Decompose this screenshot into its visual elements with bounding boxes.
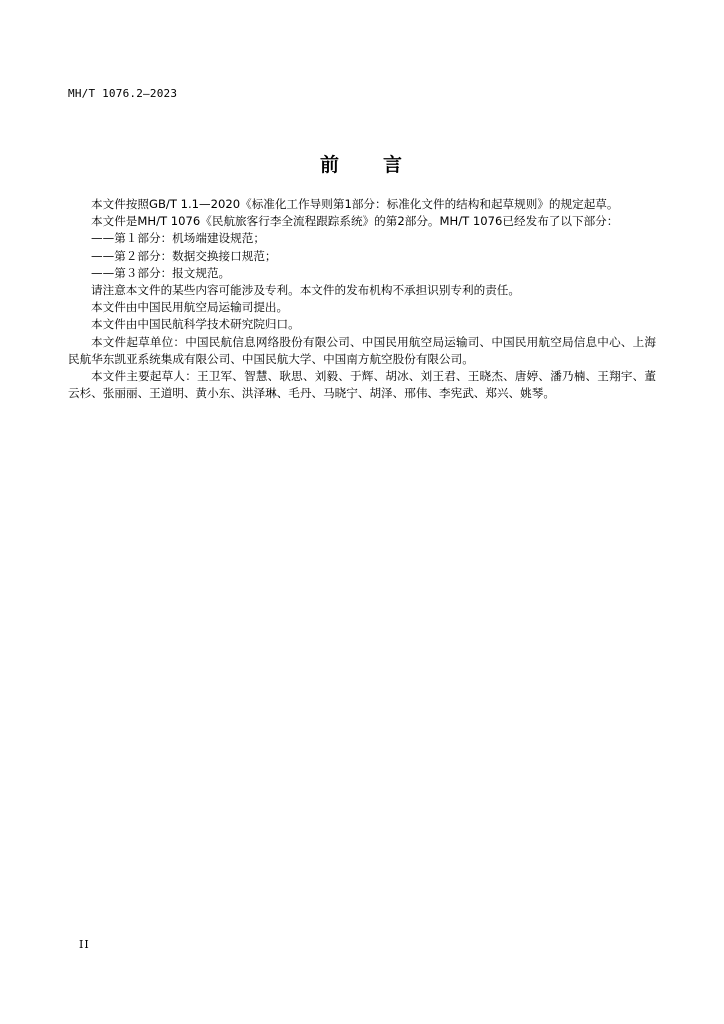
list-item-part-1: ——第１部分：机场端建设规范；	[91, 231, 265, 246]
page-number: II	[79, 938, 90, 951]
paragraph-proposer: 本文件由中国民用航空局运输司提出。	[91, 300, 289, 315]
page-title: 前 言	[319, 154, 404, 176]
foreword-body	[68, 196, 656, 402]
paragraph-drafters: 本文件主要起草人：王卫军、智慧、耿思、刘毅、于辉、胡冰、刘王君、王晓杰、唐婷、潘乃楠、王翔宇、董云杉、张丽丽、王道明、黄小东、洪泽琳、毛丹、马晓宁、胡泽、邢伟、李宪武、郑兴、姚琴。	[68, 369, 656, 401]
list-item-part-3: ——第３部分：报文规范。	[91, 265, 231, 280]
paragraph-drafting-rules: 本文件按照GB/T 1.1—2020《标准化工作导则第1部分：标准化文件的结构和起草规则》的规定起草。	[91, 197, 619, 211]
paragraph-patent-notice: 请注意本文件的某些内容可能涉及专利。本文件的发布机构不承担识别专利的责任。	[91, 283, 520, 298]
paragraph-drafting-organizations: 本文件起草单位：中国民航信息网络股份有限公司、中国民用航空局运输司、中国民用航空局信息中心、上海民航华东凯亚系统集成有限公司、中国民航大学、中国南方航空股份有限公司。	[68, 334, 656, 366]
list-item-part-2: ——第２部分：数据交换接口规范；	[91, 248, 277, 263]
document-code: MH/T 1076.2—2023	[68, 87, 178, 100]
paragraph-standard-parts: 本文件是MH/T 1076《民航旅客行李全流程跟踪系统》的第2部分。MH/T 1076已经发布了以下部分：	[91, 214, 619, 229]
paragraph-custodian: 本文件由中国民航科学技术研究院归口。	[91, 317, 300, 332]
